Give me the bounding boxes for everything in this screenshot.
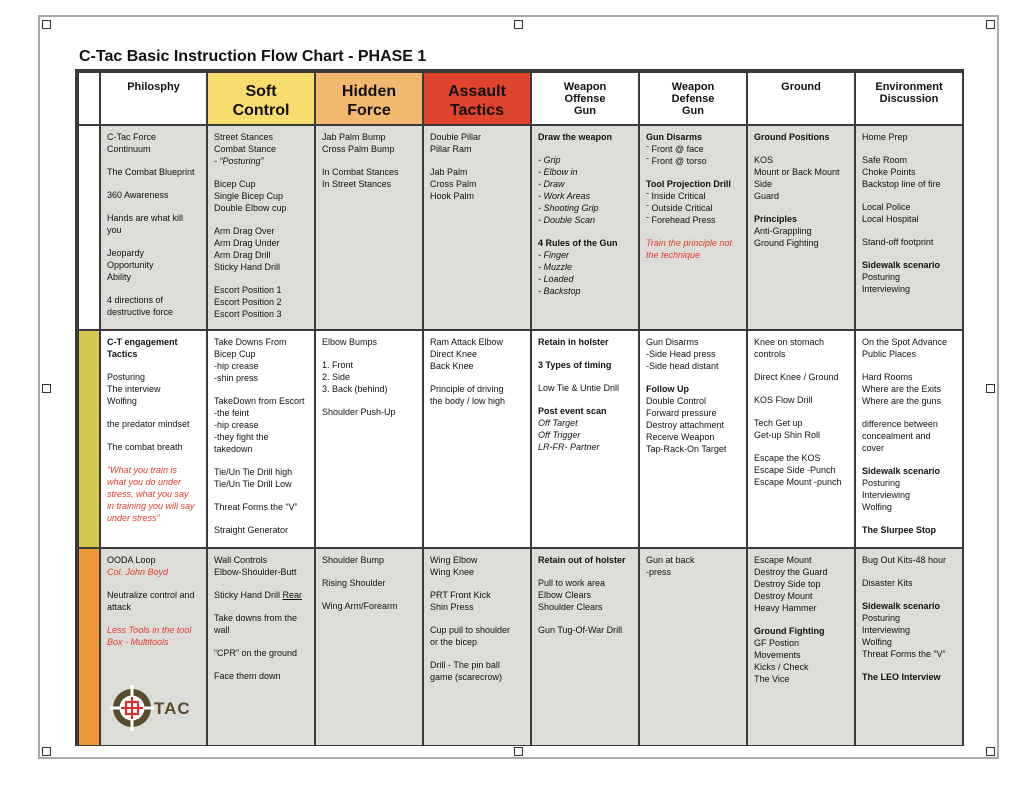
- cell-text: - Grip - Elbow in - Draw - Work Areas - Shooting Grip - Double Scan: [538, 155, 599, 225]
- cell-row2-philosphy: [101, 331, 206, 547]
- cell-row3-environment: [856, 549, 962, 745]
- spacer: [862, 454, 958, 465]
- cell-text: Bicep Cup Single Bicep Cup Double Elbow cup: [214, 179, 287, 213]
- cell-row3-soft-control: [208, 549, 314, 745]
- spacer: [107, 155, 202, 166]
- spacer: [322, 348, 418, 359]
- cell-text: Wing Arm/Forearm: [322, 601, 398, 611]
- spacer: [214, 455, 310, 466]
- cell-text: 4 Rules of the Gun: [538, 238, 618, 248]
- cell-text: difference between concealment and cover: [862, 419, 938, 453]
- spacer: [214, 513, 310, 524]
- spacer: [646, 167, 742, 178]
- cell-text: Street Stances Combat Stance: [214, 132, 277, 154]
- spacer: [538, 226, 634, 237]
- cell-text: Sidewalk scenario: [862, 601, 941, 611]
- spacer: [754, 406, 850, 417]
- spacer: [538, 371, 634, 382]
- spacer: [322, 589, 418, 600]
- cell-text: Pull to work area Elbow Clears Shoulder Clears: [538, 578, 606, 612]
- spacer: [754, 202, 850, 213]
- cell-text: 4 directions of destructive force: [107, 295, 174, 317]
- cell-row2-environment: [856, 331, 962, 547]
- cell-text: The Combat Blueprint: [107, 167, 195, 177]
- cell-text: Elbow Bumps: [322, 337, 378, 347]
- cell-text: Stand-off footprint: [862, 237, 934, 247]
- cell-row2-assault-tactics: [424, 331, 530, 547]
- spacer: [322, 395, 418, 406]
- spacer: [754, 360, 850, 371]
- cell-text: 1. Front 2. Side 3. Back (behind): [322, 360, 388, 394]
- spacer: [430, 372, 526, 383]
- cell-text: the predator mindset: [107, 419, 190, 429]
- cell-text: Follow Up: [646, 384, 689, 394]
- cell-text: Cup pull to shoulder or the bicep: [430, 625, 511, 647]
- spacer: [862, 566, 958, 577]
- spacer: [862, 143, 958, 154]
- cell-text: Tool Projection Drill: [646, 179, 731, 189]
- cell-row1-ground: [748, 126, 854, 329]
- cell-text: Anti-Grappling Ground Fighting: [754, 226, 819, 248]
- row-indicator-3: [79, 549, 99, 745]
- cell-text: Local Police Local Hospital: [862, 202, 919, 224]
- spacer: [214, 636, 310, 647]
- spacer: [107, 236, 202, 247]
- spacer: [862, 360, 958, 371]
- spacer: [646, 226, 742, 237]
- ctac-logo: [110, 680, 204, 736]
- cell-text: Ground Positions: [754, 132, 830, 142]
- cell-text: Escort Position 1 Escort Position 2 Escort Position 3: [214, 285, 282, 319]
- cell-text: Col. John Boyd: [107, 567, 169, 577]
- cell-text: Tie/Un Tie Drill high Tie/Un Tie Drill Low: [214, 467, 293, 489]
- cell-text: - “Posturing”: [214, 156, 264, 166]
- cell-row1-environment: [856, 126, 962, 329]
- spacer: [107, 453, 202, 464]
- cell-text: Direct Knee / Ground: [754, 372, 839, 382]
- cell-text: C-T engagement Tactics: [107, 337, 178, 359]
- cell-text: KOS Mount or Back Mount Side Guard: [754, 155, 840, 201]
- spacer: [430, 155, 526, 166]
- spacer: [322, 566, 418, 577]
- spacer: [430, 648, 526, 659]
- cell-text: On the Spot Advance Public Places: [862, 337, 948, 359]
- cell-row1-philosphy: [101, 126, 206, 329]
- cell-text: Shoulder Bump: [322, 555, 385, 565]
- cell-text: The combat breath: [107, 442, 183, 452]
- cell-text: Gun Disarms -Side Head press -Side head distant: [646, 337, 719, 371]
- spacer: [107, 201, 202, 212]
- cell-text: Gun Tug-Of-War Drill: [538, 625, 623, 635]
- cell-text: Ram Attack Elbow Direct Knee Back Knee: [430, 337, 504, 371]
- spacer: [754, 614, 850, 625]
- spacer: [107, 613, 202, 624]
- cell-row2-hidden-force: [316, 331, 422, 547]
- spacer: [862, 407, 958, 418]
- cell-row2-ground: [748, 331, 854, 547]
- spacer: [754, 441, 850, 452]
- cell-text: Hands are what kill you: [107, 213, 184, 235]
- resize-handle-top-center[interactable]: [514, 20, 523, 29]
- cell-text: Neutralize control and attack: [107, 590, 195, 612]
- cell-text: 360 Awareness: [107, 190, 169, 200]
- header-hidden-force: Hidden Force: [316, 73, 422, 124]
- spacer: [107, 178, 202, 189]
- header-assault-tactics: Assault Tactics: [424, 73, 530, 124]
- spacer: [646, 372, 742, 383]
- flow-chart-table: [75, 69, 964, 746]
- cell-text: 3 Types of timing: [538, 360, 612, 370]
- cell-text: Bug Out Kits-48 hour: [862, 555, 947, 565]
- resize-handle-bottom-right[interactable]: [986, 747, 995, 756]
- spacer: [107, 578, 202, 589]
- header-environment: Environment Discussion: [856, 73, 962, 124]
- cell-text: Posturing The interview Wolfing: [107, 372, 161, 406]
- cell-text: Post event scan: [538, 406, 607, 416]
- cell-text: Jab Palm Bump Cross Palm Bump: [322, 132, 395, 154]
- cell-row1-hidden-force: [316, 126, 422, 329]
- spacer: [862, 190, 958, 201]
- document-title: C-Tac Basic Instruction Flow Chart - PHASE 1: [79, 48, 427, 65]
- cell-text: Sidewalk scenario: [862, 466, 941, 476]
- spacer: [107, 360, 202, 371]
- spacer: [214, 601, 310, 612]
- cell-text: OODA Loop: [107, 555, 156, 565]
- cell-text: Face them down: [214, 671, 281, 681]
- cell-text: Escape the KOS Escape Side -Punch Escape Mount -punch: [754, 453, 842, 487]
- spacer: [214, 384, 310, 395]
- resize-handle-middle-left[interactable]: [42, 384, 51, 393]
- cell-text: Sticky Hand Drill Rear: [214, 590, 303, 600]
- cell-text: The LEO Interview: [862, 672, 941, 682]
- cell-row3-weapon-offense: [532, 549, 638, 745]
- cell-text: Wing Elbow Wing Knee: [430, 555, 478, 577]
- cell-text: Shoulder Push-Up: [322, 407, 396, 417]
- spacer: [538, 394, 634, 405]
- row-indicator-1: [79, 126, 99, 329]
- cell-row2-weapon-defense: [640, 331, 746, 547]
- cell-row1-assault-tactics: [424, 126, 530, 329]
- spacer: [862, 248, 958, 259]
- spacer: [107, 283, 202, 294]
- cell-text: - Finger - Muzzle - Loaded - Backstop: [538, 250, 581, 296]
- spacer: [538, 143, 634, 154]
- spacer: [862, 589, 958, 600]
- cell-text: Principles: [754, 214, 798, 224]
- cell-row1-weapon-defense: [640, 126, 746, 329]
- spacer: [538, 348, 634, 359]
- resize-handle-top-right[interactable]: [986, 20, 995, 29]
- cell-row3-ground: [748, 549, 854, 745]
- spacer: [214, 659, 310, 670]
- cell-text: Ground Fighting: [754, 626, 825, 636]
- cell-text: Off Target Off Trigger LR-FR- Partner: [538, 418, 600, 452]
- cell-text: Posturing Interviewing Wolfing Threat Forms the “V”: [862, 613, 946, 659]
- cell-text: “What you train is what you do under stress, what you say in training you will say under stress”: [107, 465, 195, 523]
- cell-text: PRT Front Kick Shin Press: [430, 590, 491, 612]
- cell-text: Gun Disarms: [646, 132, 703, 142]
- spacer: [214, 578, 310, 589]
- cell-text: Knee on stomach controls: [754, 337, 825, 359]
- cell-text: Low Tie & Untie Drill: [538, 383, 620, 393]
- cell-text: Wall Controls Elbow-Shoulder-Butt: [214, 555, 297, 577]
- cell-row3-assault-tactics: [424, 549, 530, 745]
- cell-text: Draw the weapon: [538, 132, 613, 142]
- cell-text: TakeDown from Escort -the feint -hip crease -they fight the takedown: [214, 396, 305, 454]
- cell-text: Double Pillar Pillar Ram: [430, 132, 482, 154]
- header-weapon-defense: Weapon Defense Gun: [640, 73, 746, 124]
- resize-handle-top-left[interactable]: [42, 20, 51, 29]
- cell-text: Jab Palm Cross Palm Hook Palm: [430, 167, 477, 201]
- cell-text: Disaster Kits: [862, 578, 913, 588]
- cell-row2-weapon-offense: [532, 331, 638, 547]
- cell-text: ˉ Inside Critical ˉ Outside Critical ˉ Forehead Press: [646, 191, 716, 225]
- cell-row3-hidden-force: [316, 549, 422, 745]
- spacer: [107, 430, 202, 441]
- cell-text: Tech Get up Get-up Shin Roll: [754, 418, 821, 440]
- cell-row1-weapon-offense: [532, 126, 638, 329]
- cell-text: Escape Mount Destroy the Guard Destroy Side top Destroy Mount Heavy Hammer: [754, 555, 828, 613]
- cell-text: Arm Drag Over Arm Drag Under Arm Drag Drill Sticky Hand Drill: [214, 226, 281, 272]
- cell-text: Train the principle not the technique: [646, 238, 732, 260]
- cell-text: Straight Generator: [214, 525, 289, 535]
- resize-handle-bottom-center[interactable]: [514, 747, 523, 756]
- cell-text: Principle of driving the body / low high: [430, 384, 506, 406]
- header-soft-control: Soft Control: [208, 73, 314, 124]
- cell-text: Threat Forms the “V”: [214, 502, 298, 512]
- spacer: [538, 566, 634, 577]
- spacer: [214, 273, 310, 284]
- row-indicator-2: [79, 331, 99, 547]
- svg-text:TAC: TAC: [154, 699, 191, 718]
- spacer: [538, 613, 634, 624]
- cell-row1-soft-control: [208, 126, 314, 329]
- cell-row3-weapon-defense: [640, 549, 746, 745]
- cell-text: Safe Room Choke Points Backstop line of fire: [862, 155, 941, 189]
- underlined-text: Rear: [282, 590, 303, 600]
- spacer: [214, 490, 310, 501]
- spacer: [214, 214, 310, 225]
- cell-text: C-Tac Force Continuum: [107, 132, 157, 154]
- spacer: [107, 407, 202, 418]
- cell-text: Take Downs From Bicep Cup -hip crease -shin press: [214, 337, 287, 383]
- spacer: [754, 143, 850, 154]
- cell-text: Gun at back -press: [646, 555, 695, 577]
- spacer: [430, 613, 526, 624]
- cell-text: Less Tools in the tool Box - Multitools: [107, 625, 192, 647]
- cell-text: Sidewalk scenario: [862, 260, 941, 270]
- cell-text: Posturing Interviewing Wolfing: [862, 478, 911, 512]
- cell-text: Home Prep: [862, 132, 908, 142]
- header-philosphy: Philosphy: [101, 73, 206, 124]
- spacer: [214, 167, 310, 178]
- cell-text: ˉ Front @ face ˉ Front @ torso: [646, 144, 707, 166]
- cell-text: The Slurpee Stop: [862, 525, 937, 535]
- resize-handle-middle-right[interactable]: [986, 384, 995, 393]
- cell-text: Rising Shoulder: [322, 578, 386, 588]
- cell-text: Retain out of holster: [538, 555, 626, 565]
- cell-text: Take downs from the wall: [214, 613, 298, 635]
- cell-text: Posturing Interviewing: [862, 272, 911, 294]
- cell-text: “CPR” on the ground: [214, 648, 298, 658]
- cell-text: Hard Rooms Where are the Exits Where are the guns: [862, 372, 942, 406]
- cell-text: Jeopardy Opportunity Ability: [107, 248, 154, 282]
- spacer: [430, 578, 526, 589]
- header-weapon-offense: Weapon Offense Gun: [532, 73, 638, 124]
- spacer: [862, 225, 958, 236]
- spacer: [862, 660, 958, 671]
- header-ground: Ground: [748, 73, 854, 124]
- cell-text: KOS Flow Drill: [754, 395, 813, 405]
- spacer: [322, 155, 418, 166]
- spacer: [754, 383, 850, 394]
- resize-handle-bottom-left[interactable]: [42, 747, 51, 756]
- cell-text: In Combat Stances In Street Stances: [322, 167, 399, 189]
- header-corner: [79, 73, 99, 124]
- cell-text: Retain in holster: [538, 337, 609, 347]
- cell-text: GF Postion Movements Kicks / Check The Vice: [754, 638, 809, 684]
- cell-text: Double Control Forward pressure Destroy attachment Receive Weapon Tap-Rack-On Target: [646, 396, 727, 454]
- spacer: [862, 513, 958, 524]
- crosshair-logo-icon: [110, 685, 154, 731]
- cell-text: Drill - The pin ball game (scarecrow): [430, 660, 503, 682]
- cell-row2-soft-control: [208, 331, 314, 547]
